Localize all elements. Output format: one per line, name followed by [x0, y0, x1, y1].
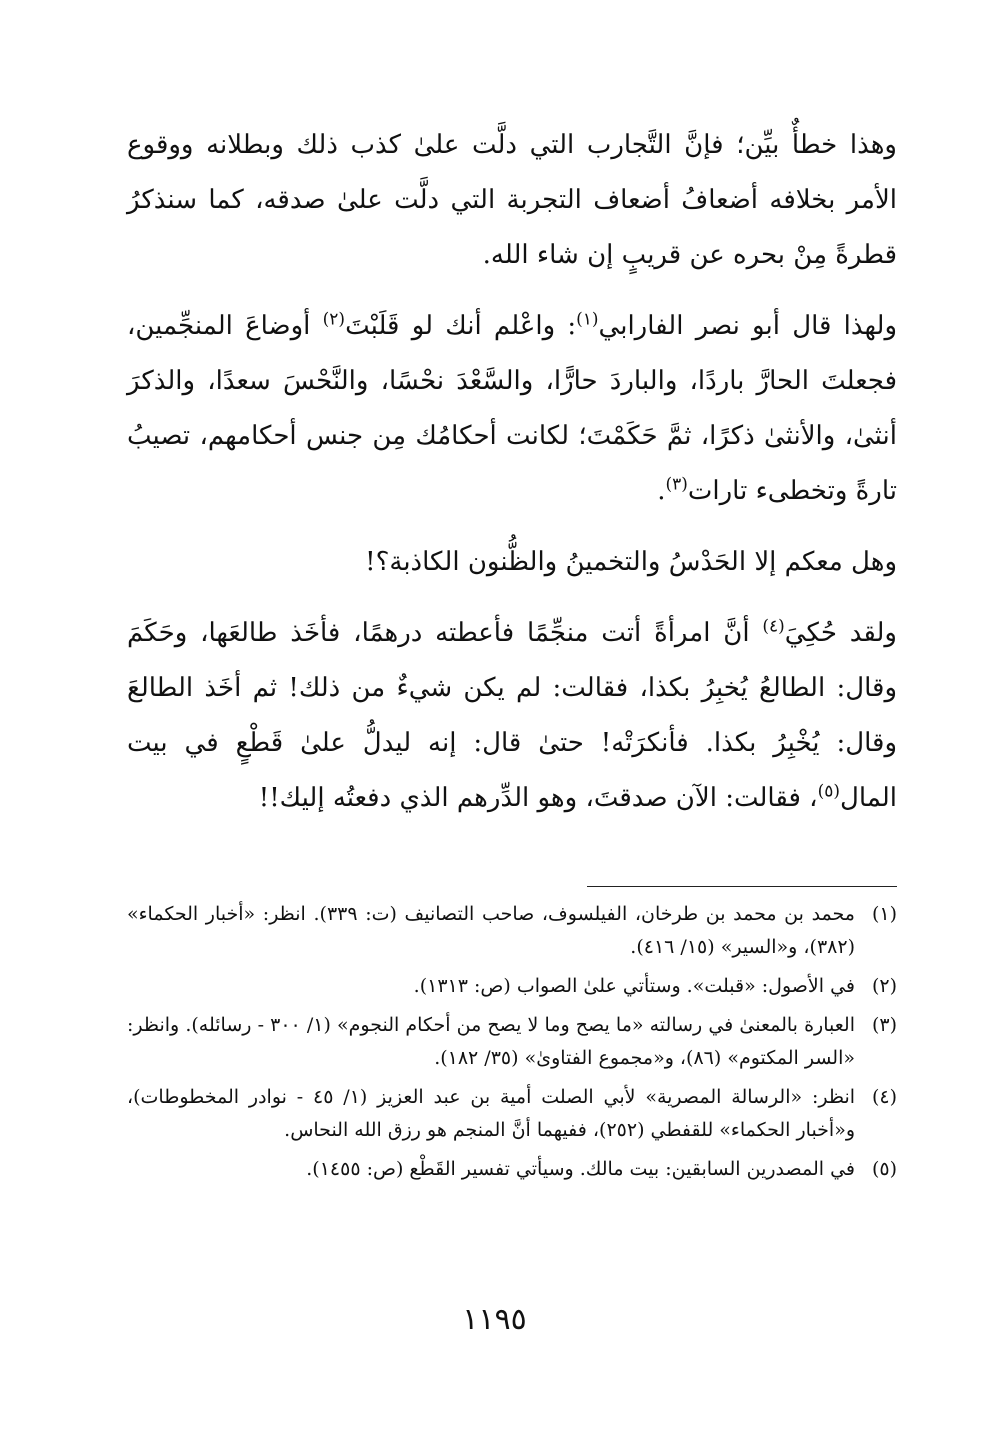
footnotes — [127, 898, 897, 1192]
footnote-separator — [587, 886, 897, 887]
footnote-marker-5[interactable]: (٥) — [817, 781, 840, 802]
text-segment: . — [657, 476, 666, 506]
paragraph-2 — [127, 299, 897, 519]
footnote-marker-4[interactable]: (٤) — [762, 616, 785, 637]
footnote-text: العبارة بالمعنىٰ في رسالته «ما يصح وما لا يصح من أحكام النجوم» (١/ ٣٠٠ - رسائله). وانظر: «السر المكتوم» (٨٦)، و«مجموع الفتاوىٰ» (٣٥/ ١٨٢). — [127, 1014, 855, 1069]
paragraph-1 — [127, 118, 897, 283]
footnote-text: محمد بن محمد بن طرخان، الفيلسوف، صاحب التصانيف (ت: ٣٣٩). انظر: «أخبار الحكماء» (٣٨٢)، و«السير» (١٥/ ٤١٦). — [127, 903, 855, 958]
text-segment: وهذا خطأٌ بيِّن؛ فإنَّ التَّجارب التي دلَّت علىٰ كذب ذلك وبطلانه ووقوع الأمر بخلافه أضعافُ أضعاف التجربة التي دلَّت علىٰ صدقه، كما سنذكرُ قطرةً مِنْ بحره عن قريبٍ إن شاء الله. — [127, 130, 897, 270]
footnote-text: في الأصول: «قبلت». وستأتي علىٰ الصواب (ص: ١٣١٣). — [413, 975, 855, 997]
text-segment: وهل معكم إلا الحَدْسُ والتخمينُ والظُّنون الكاذبة؟! — [365, 547, 897, 577]
text-segment: : واعْلم أنك لو قَلَبْتَ — [345, 311, 577, 341]
main-text — [127, 118, 897, 842]
footnote-2 — [127, 970, 897, 1003]
text-segment: ولقد حُكِيَ — [784, 618, 897, 648]
footnote-number: (٢) — [871, 975, 897, 997]
text-segment: ، فقالت: الآن صدقتَ، وهو الدِّرهم الذي دفعتُه إليك!! — [258, 783, 818, 813]
footnote-3 — [127, 1009, 897, 1075]
footnote-text: انظر: «الرسالة المصرية» لأبي الصلت أمية بن عبد العزيز (١/ ٤٥ - نوادر المخطوطات)، و«أخبار الحكماء» للقفطي (٢٥٢)، ففيهما أنَّ المنجم هو رزق الله النحاس. — [127, 1086, 856, 1141]
footnote-marker-3[interactable]: (٣) — [665, 474, 688, 495]
page-number: ١١٩٥ — [462, 1302, 527, 1337]
footnote-number: (٤) — [871, 1086, 897, 1108]
text-segment: ولهذا قال أبو نصر الفارابي — [598, 311, 898, 341]
footnote-marker-1[interactable]: (١) — [576, 309, 599, 330]
footnote-4 — [127, 1081, 897, 1147]
footnote-number: (٣) — [871, 1014, 897, 1036]
footnote-1 — [127, 898, 897, 964]
footnote-marker-2[interactable]: (٢) — [322, 309, 346, 330]
footnote-text: في المصدرين السابقين: بيت مالك. وسيأتي تفسير القَطْع (ص: ١٤٥٥). — [306, 1158, 855, 1180]
footnote-number: (٥) — [871, 1158, 897, 1180]
footnote-5 — [127, 1153, 897, 1186]
text-segment: أنَّ امرأةً أتت منجِّمًا فأعطته درهمًا، فأخَذ طالعَها، وحَكَمَ وقال: الطالعُ يُخبِرُ بكذا، فقالت: لم يكن شيءٌ من ذلك! ثم أخَذ الطالعَ وقال: يُخْبِرُ بكذا. فأنكرَتْه! حتىٰ قال: إنه ليدلُّ علىٰ قَطْعٍ في بيت المال — [127, 618, 897, 813]
footnote-number: (١) — [871, 903, 897, 925]
text-segment: أوضاعَ المنجِّمين، فجعلتَ الحارَّ باردًا، والباردَ حارًّا، والسَّعْدَ نحْسًا، والنَّحْسَ سعدًا، والذكرَ أنثىٰ، والأنثىٰ ذكرًا، ثمَّ حَكَمْتَ؛ لكانت أحكامُك مِن جنس أحكامهم، تصيبُ تارةً وتخطىء تارات — [127, 311, 897, 506]
paragraph-4 — [127, 606, 897, 826]
paragraph-3 — [127, 535, 897, 590]
